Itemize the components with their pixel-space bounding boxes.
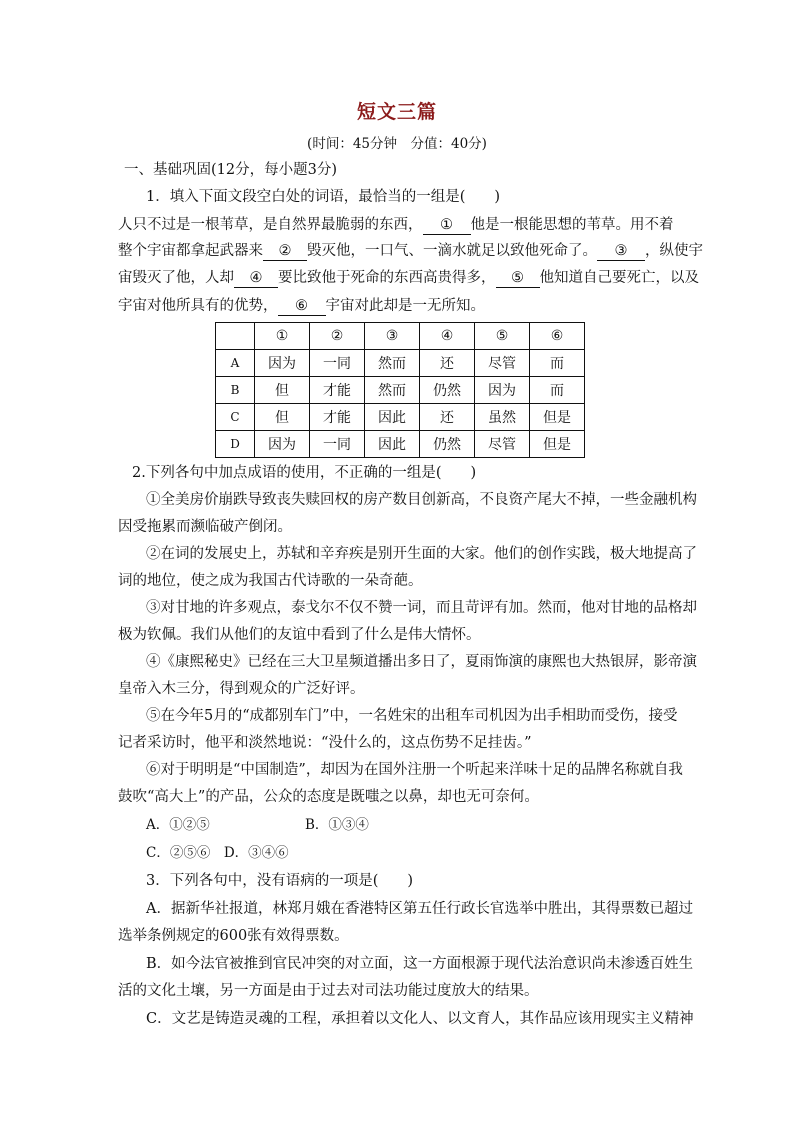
q2-sentence-3: ③对甘地的许多观点，泰戈尔不仅不赞一词，而且苛评有加。然而，他对甘地的品格却 bbox=[146, 600, 697, 616]
table-header-cell bbox=[216, 323, 255, 350]
q2-sentence-6-cont: 鼓吹“高大上”的产品，公众的态度是既嗤之以鼻，却也无可奈何。 bbox=[118, 789, 539, 805]
table-cell: 然而 bbox=[365, 377, 420, 404]
q3-option-b-cont: 活的文化土壤，另一方面是由于过去对司法功能过度放大的结果。 bbox=[118, 983, 539, 999]
table-header-cell: ⑤ bbox=[475, 323, 530, 350]
table-cell: 但 bbox=[255, 404, 310, 431]
time-score-info: (时间：45分钟 分值：40分) bbox=[307, 136, 487, 152]
table-cell: 一同 bbox=[310, 350, 365, 377]
table-cell: 才能 bbox=[310, 404, 365, 431]
passage-text: 宙毁灭了他，人却 bbox=[118, 270, 234, 286]
table-cell: B bbox=[216, 377, 255, 404]
table-cell: 才能 bbox=[310, 377, 365, 404]
table-cell: 还 bbox=[420, 350, 475, 377]
table-cell: 但 bbox=[255, 377, 310, 404]
table-cell: 因此 bbox=[365, 431, 420, 458]
table-row bbox=[216, 431, 585, 458]
q2-sentence-5-cont: 记者采访时，他平和淡然地说：“没什么的，这点伤势不足挂齿。” bbox=[118, 735, 532, 751]
q2-sentence-4-cont: 皇帝入木三分，得到观众的广泛好评。 bbox=[118, 681, 365, 697]
table-cell: 但是 bbox=[530, 404, 585, 431]
table-row bbox=[216, 404, 585, 431]
table-cell: 因为 bbox=[475, 377, 530, 404]
q2-sentence-5: ⑤在今年5月的“成都别车门”中，一名姓宋的出租车司机因为出手相助而受伤，接受 bbox=[146, 708, 678, 724]
blank-5: ⑤ bbox=[496, 269, 540, 288]
q2-option-b: B．①③④ bbox=[305, 817, 369, 833]
blank-3: ③ bbox=[597, 242, 645, 261]
table-cell: A bbox=[216, 350, 255, 377]
table-header-cell: ④ bbox=[420, 323, 475, 350]
table-header-cell: ⑥ bbox=[530, 323, 585, 350]
passage-text: 人只不过是一根苇草，是自然界最脆弱的东西， bbox=[118, 217, 423, 233]
passage-text: 宇宙对他所具有的优势， bbox=[118, 298, 278, 314]
table-cell: 因为 bbox=[255, 431, 310, 458]
q2-stem: 2.下列各句中加点成语的使用，不正确的一组是( ) bbox=[132, 465, 477, 481]
q2-sentence-4: ④《康熙秘史》已经在三大卫星频道播出多日了，夏雨饰演的康熙也大热银屏，影帝演 bbox=[146, 654, 697, 670]
q3-option-b: B．如今法官被推到官民冲突的对立面，这一方面根源于现代法治意识尚未渗透百姓生 bbox=[146, 956, 694, 972]
table-header-row bbox=[216, 323, 585, 350]
q1-passage-line bbox=[118, 296, 485, 316]
q2-option-c-d: C．②⑤⑥ D．③④⑥ bbox=[146, 845, 289, 861]
table-cell: 因此 bbox=[365, 404, 420, 431]
table-row bbox=[216, 377, 585, 404]
blank-6: ⑥ bbox=[278, 297, 326, 316]
table-cell: 一同 bbox=[310, 431, 365, 458]
section-heading: 一、基础巩固(12分，每小题3分) bbox=[124, 162, 337, 178]
table-cell: 因为 bbox=[255, 350, 310, 377]
table-cell: 虽然 bbox=[475, 404, 530, 431]
page-title: 短文三篇 bbox=[356, 101, 437, 123]
table-cell: 而 bbox=[530, 377, 585, 404]
passage-text: 要比致他于死命的东西高贵得多， bbox=[278, 270, 496, 286]
blank-4: ④ bbox=[234, 269, 278, 288]
table-header-cell: ② bbox=[310, 323, 365, 350]
q3-stem: 3．下列各句中，没有语病的一项是( ) bbox=[146, 873, 414, 889]
q1-passage-line bbox=[118, 268, 699, 288]
passage-text: ，纵使宇 bbox=[645, 243, 703, 259]
table-cell: C bbox=[216, 404, 255, 431]
options-table bbox=[215, 322, 585, 458]
passage-text: 他是一根能思想的苇草。用不着 bbox=[470, 217, 674, 233]
table-cell: D bbox=[216, 431, 255, 458]
table-header-cell: ① bbox=[255, 323, 310, 350]
q2-sentence-3-cont: 极为钦佩。我们从他们的友谊中看到了什么是伟大情怀。 bbox=[118, 627, 481, 643]
table-cell: 但是 bbox=[530, 431, 585, 458]
q1-passage-line bbox=[118, 215, 674, 235]
table-cell: 而 bbox=[530, 350, 585, 377]
q3-option-a: A．据新华社报道，林郑月娥在香港特区第五任行政长官选举中胜出，其得票数已超过 bbox=[146, 901, 693, 917]
q3-option-a-cont: 选举条例规定的600张有效得票数。 bbox=[118, 928, 349, 944]
passage-text: 毁灭他，一口气、一滴水就足以致他死命了。 bbox=[307, 243, 597, 259]
table-cell: 然而 bbox=[365, 350, 420, 377]
table-cell: 仍然 bbox=[420, 431, 475, 458]
q1-passage-line bbox=[118, 241, 703, 261]
q2-sentence-2-cont: 词的地位，使之成为我国古代诗歌的一朵奇葩。 bbox=[118, 573, 423, 589]
table-cell: 仍然 bbox=[420, 377, 475, 404]
q2-option-a: A．①②⑤ bbox=[146, 817, 210, 833]
q3-option-c: C．文艺是铸造灵魂的工程，承担着以文化人、以文育人，其作品应该用现实主义精神 bbox=[146, 1011, 694, 1027]
q2-sentence-6: ⑥对于明明是“中国制造”，却因为在国外注册一个听起来洋味十足的品牌名称就自我 bbox=[146, 762, 683, 778]
q2-sentence-1: ①全美房价崩跌导致丧失赎回权的房产数目创新高，不良资产尾大不掉，一些金融机构 bbox=[146, 492, 697, 508]
q2-sentence-1-cont: 因受拖累而濒临破产倒闭。 bbox=[118, 519, 292, 535]
table-cell: 尽管 bbox=[475, 431, 530, 458]
passage-text: 宇宙对此却是一无所知。 bbox=[325, 298, 485, 314]
q1-stem: 1．填入下面文段空白处的词语，最恰当的一组是( ) bbox=[146, 189, 501, 205]
table-cell: 还 bbox=[420, 404, 475, 431]
q2-sentence-2: ②在词的发展史上，苏轼和辛弃疾是别开生面的大家。他们的创作实践，极大地提高了 bbox=[146, 546, 697, 562]
table-cell: 尽管 bbox=[475, 350, 530, 377]
blank-2: ② bbox=[263, 242, 307, 261]
blank-1: ① bbox=[423, 216, 471, 235]
table-row bbox=[216, 350, 585, 377]
table-header-cell: ③ bbox=[365, 323, 420, 350]
passage-text: 他知道自己要死亡，以及 bbox=[539, 270, 699, 286]
passage-text: 整个宇宙都拿起武器来 bbox=[118, 243, 263, 259]
